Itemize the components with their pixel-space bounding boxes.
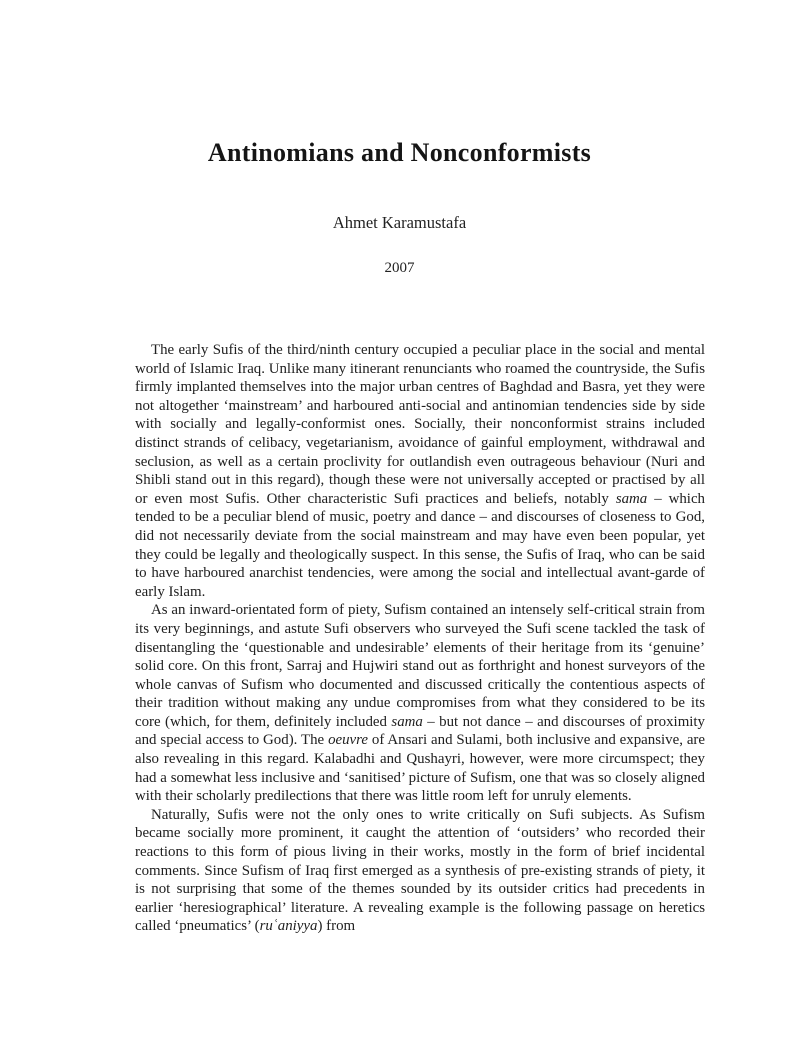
body-paragraph: The early Sufis of the third/ninth century occupied a peculiar place in the social and mental world of Islamic Iraq. Unlike many itinerant renunciants who roamed the countryside, the Sufis firmly implanted themselves into the major urban centres of Baghdad and Basra, yet they were not altogether ‘mainstream’ and harboured anti-social and antinomian tendencies side by side with socially and legally-conformist ones. Socially, their nonconformist strains included distinct strands of celibacy, vegetarianism, avoidance of gainful employment, withdrawal and seclusion, as well as a certain proclivity for outlandish even outrageous behaviour (Nuri and Shibli stand out in this regard), though these were not universally accepted or practised by all or even most Sufis. Other characteristic Sufi practices and beliefs, notably sama – which tended to be a peculiar blend of music, poetry and dance – and discourses of closeness to God, did not necessarily deviate from the social mainstream and may have even been popular, yet they could be legally and theologically suspect. In this sense, the Sufis of Iraq, who can be said to have harboured anarchist tendencies, were among the social and intellectual avant-garde of early Islam.	[135, 342, 705, 600]
body-paragraph: As an inward-orientated form of piety, Sufism contained an intensely self-critical strain from its very beginnings, and astute Sufi observers who surveyed the Sufi scene tackled the task of disentangling the ‘questionable and undesirable’ elements of their heritage from its ‘genuine’ solid core. On this front, Sarraj and Hujwiri stand out as forthright and honest surveyors of the whole canvas of Sufism who documented and discussed critically the contentious aspects of their tradition without making any undue compromises from what they considered to be its core (which, for them, definitely included sama – but not dance – and discourses of proximity and special access to God). The oeuvre of Ansari and Sulami, both inclusive and expansive, are also revealing in this regard. Kalabadhi and Qushayri, however, were more circumspect; they had a somewhat less inclusive and ‘sanitised’ picture of Sufism, one that was so closely aligned with their scholarly predilections that there was little room left for unruly elements.	[135, 602, 705, 805]
paper-body	[135, 341, 705, 936]
paper-author: Ahmet Karamustafa	[332, 213, 467, 232]
paper-year: 2007	[384, 260, 415, 276]
paper-title: Antinomians and Nonconformists	[207, 138, 592, 167]
body-paragraph: Naturally, Sufis were not the only ones to write critically on Sufi subjects. As Sufism became socially more prominent, it caught the attention of ‘outsiders’ who recorded their reactions to this form of pious living in their works, mostly in the form of brief incidental comments. Since Sufism of Iraq first emerged as a synthesis of pre-existing strands of piety, it is not surprising that some of the themes sounded by its outsider critics had precedents in earlier ‘heresiographical’ literature. A revealing example is the following passage on heretics called ‘pneumatics’ (ruʿaniyya) from	[135, 806, 705, 935]
